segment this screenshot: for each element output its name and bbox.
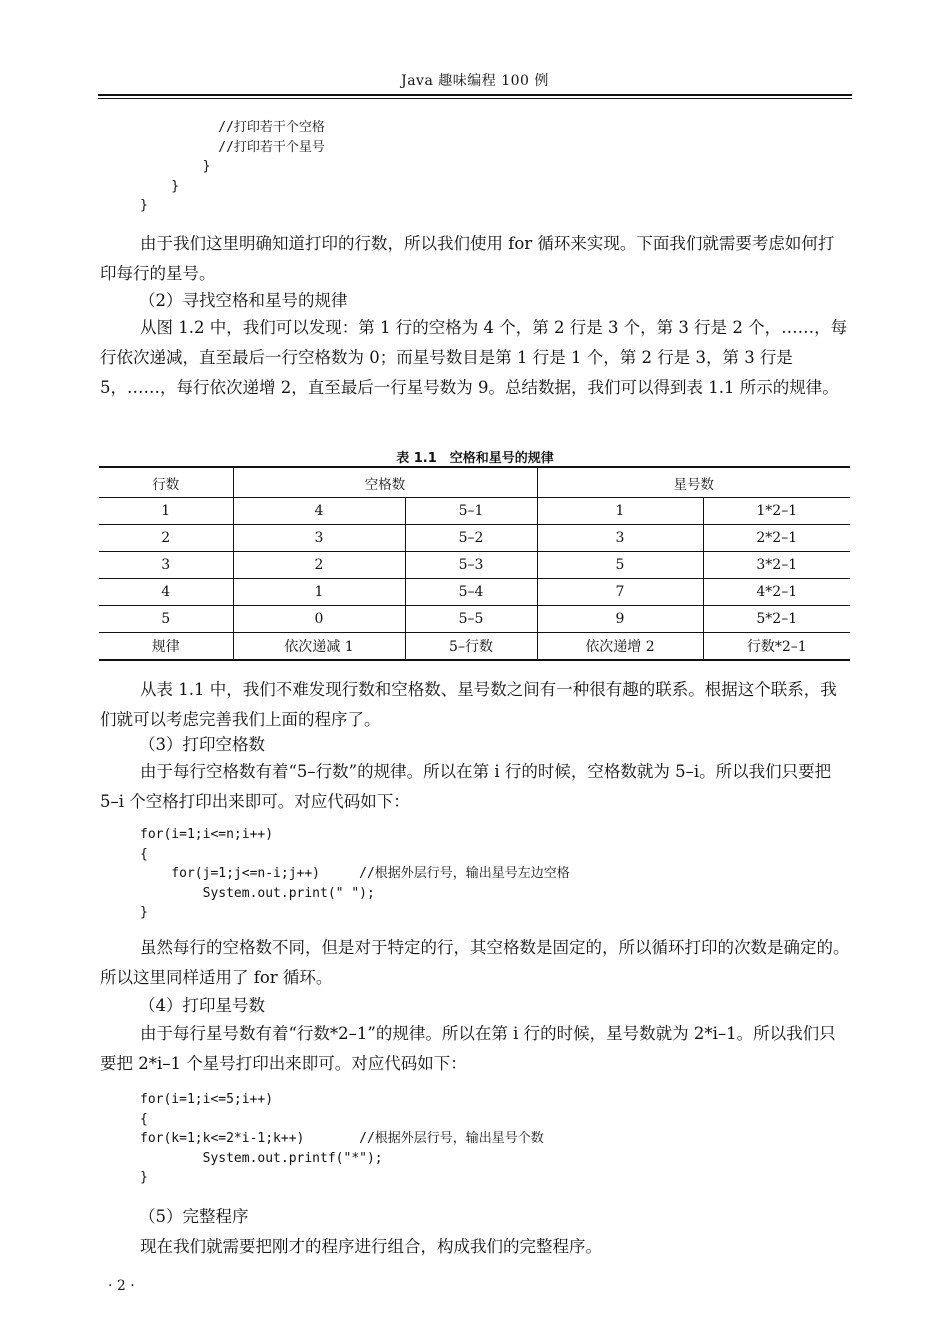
table-cell: 5–1 bbox=[405, 498, 537, 525]
code-block-1: //打印若干个空格 //打印若干个星号 } } } bbox=[140, 120, 325, 213]
code-block-2: for(i=1;i<=n;i++) { for(j=1;j<=n-i;j++) //根据外层行号，输出星号左边空格 System.out.print(" "); } bbox=[140, 827, 570, 920]
table-cell: 1 bbox=[537, 498, 703, 525]
table-row bbox=[99, 498, 850, 525]
table-cell: 3 bbox=[537, 525, 703, 552]
section-heading-4: （4）打印星号数 bbox=[139, 996, 265, 1015]
table-cell: 5 bbox=[99, 606, 233, 633]
running-header: Java 趣味编程 100 例 bbox=[401, 73, 549, 89]
table-cell: 1*2–1 bbox=[703, 498, 850, 525]
table-cell: 2 bbox=[99, 525, 233, 552]
table-cell: 依次递减 1 bbox=[233, 633, 405, 661]
table-cell: 4 bbox=[99, 579, 233, 606]
table-cell: 5–3 bbox=[405, 552, 537, 579]
table-cell: 规律 bbox=[99, 633, 233, 661]
table-cell: 2 bbox=[233, 552, 405, 579]
table-cell: 1 bbox=[233, 579, 405, 606]
table-row-rule bbox=[99, 633, 850, 661]
table-cell: 依次递增 2 bbox=[537, 633, 703, 661]
table-cell: 1 bbox=[99, 498, 233, 525]
section-heading-3: （3）打印空格数 bbox=[139, 735, 265, 754]
table-row bbox=[99, 525, 850, 552]
table-cell: 3 bbox=[99, 552, 233, 579]
table-row bbox=[99, 552, 850, 579]
table-cell: 3*2–1 bbox=[703, 552, 850, 579]
header-stars: 星号数 bbox=[537, 467, 850, 498]
table-cell: 7 bbox=[537, 579, 703, 606]
header-spaces: 空格数 bbox=[233, 467, 537, 498]
paragraph-1: 由于我们这里明确知道打印的行数，所以我们使用 for 循环来实现。下面我们就需要考虑如何打印每行的星号。 bbox=[100, 234, 835, 283]
table-row bbox=[99, 579, 850, 606]
table-row bbox=[99, 606, 850, 633]
section-heading-5: （5）完整程序 bbox=[139, 1207, 249, 1226]
table-cell: 行数*2–1 bbox=[703, 633, 850, 661]
code-block-3: for(i=1;i<=5;i++) { for(k=1;k<=2*i-1;k++) //根据外层行号，输出星号个数 System.out.printf("*"); } bbox=[140, 1092, 544, 1185]
header-rule-thick bbox=[98, 94, 852, 96]
table-cell: 5*2–1 bbox=[703, 606, 850, 633]
section-heading-2: （2）寻找空格和星号的规律 bbox=[139, 291, 348, 310]
table-caption: 表 1.1 空格和星号的规律 bbox=[396, 451, 554, 466]
header-rows: 行数 bbox=[99, 467, 233, 498]
table-cell: 2*2–1 bbox=[703, 525, 850, 552]
table-cell: 5–2 bbox=[405, 525, 537, 552]
paragraph-5: 虽然每行的空格数不同，但是对于特定的行，其空格数是固定的，所以循环打印的次数是确定的。所以这里同样适用了 for 循环。 bbox=[100, 938, 850, 987]
table-cell: 4 bbox=[233, 498, 405, 525]
table-cell: 3 bbox=[233, 525, 405, 552]
paragraph-2: 从图 1.2 中，我们可以发现：第 1 行的空格为 4 个，第 2 行是 3 个，第 3 行是 2 个，……，每行依次递减，直至最后一行空格数为 0；而星号数目是第 1 行是 1 个，第 2 行是 3，第 3 行是 5，……，每行依次递增 2，直至最后一行星号数为 9。总结数据，我们可以得到表 1.1 所示的规律。 bbox=[100, 318, 848, 397]
page-number: · 2 · bbox=[108, 1278, 135, 1294]
table-header-row bbox=[99, 467, 850, 498]
paragraph-7: 现在我们就需要把刚才的程序进行组合，构成我们的完整程序。 bbox=[140, 1237, 602, 1256]
table-cell: 0 bbox=[233, 606, 405, 633]
rules-table bbox=[99, 466, 850, 661]
header-rule-thin bbox=[98, 98, 852, 99]
paragraph-3: 从表 1.1 中，我们不难发现行数和空格数、星号数之间有一种很有趣的联系。根据这个联系，我们就可以考虑完善我们上面的程序了。 bbox=[100, 680, 837, 729]
paragraph-6: 由于每行星号数有着“行数*2–1”的规律。所以在第 i 行的时候，星号数就为 2*i–1。所以我们只要把 2*i–1 个星号打印出来即可。对应代码如下： bbox=[100, 1024, 836, 1073]
table-cell: 5–5 bbox=[405, 606, 537, 633]
table-cell: 9 bbox=[537, 606, 703, 633]
table-cell: 4*2–1 bbox=[703, 579, 850, 606]
table-cell: 5 bbox=[537, 552, 703, 579]
paragraph-4: 由于每行空格数有着“5–行数”的规律。所以在第 i 行的时候，空格数就为 5–i。所以我们只要把 5–i 个空格打印出来即可。对应代码如下： bbox=[100, 762, 832, 811]
table-cell: 5–行数 bbox=[405, 633, 537, 661]
table-cell: 5–4 bbox=[405, 579, 537, 606]
